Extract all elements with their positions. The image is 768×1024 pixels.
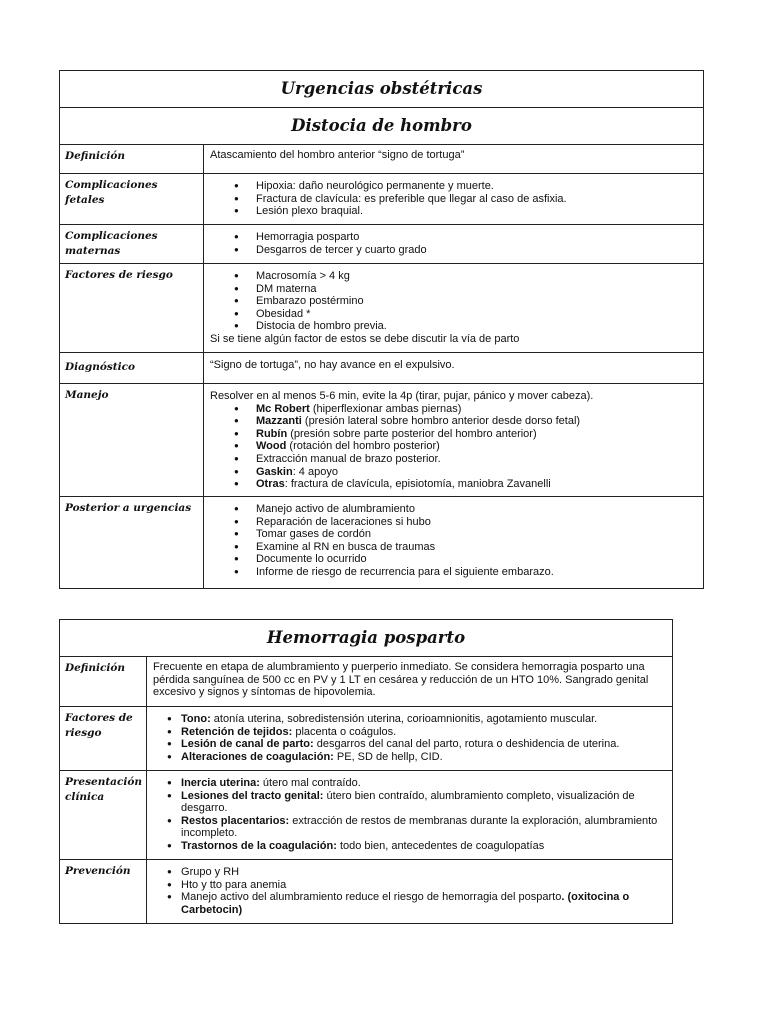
list-item: ● Fractura de clavícula: es preferible que llegar al caso de asfixia.	[210, 193, 697, 206]
factores-hpp-list	[153, 713, 666, 763]
list-item: ● Gaskin: 4 apoyo	[210, 466, 697, 479]
row-label-definicion: Definición	[60, 145, 204, 174]
list-item: ● Grupo y RH	[153, 866, 666, 879]
prevencion-list	[153, 866, 666, 916]
list-item: ● Mazzanti (presión lateral sobre hombro anterior desde dorso fetal)	[210, 415, 697, 428]
posterior-urgencias-list	[210, 503, 697, 579]
list-item: ● Manejo activo del alumbramiento reduce el riesgo de hemorragia del posparto. (oxitocina o Carbetocin)	[153, 891, 666, 916]
factores-note: Si se tiene algún factor de estos se debe discutir la vía de parto	[210, 332, 520, 345]
row-label-definicion-hpp: Definición	[60, 657, 147, 707]
list-item: ● DM materna	[210, 283, 697, 296]
row-label-prevencion: Prevención	[60, 860, 147, 924]
list-item: ● Desgarros de tercer y cuarto grado	[210, 244, 697, 257]
complicaciones-maternas-list	[210, 231, 697, 256]
distocia-table	[59, 70, 704, 589]
diagnostico-text: “Signo de tortuga”, no hay avance en el expulsivo.	[204, 353, 704, 384]
document-title: Urgencias obstétricas	[60, 71, 704, 108]
list-item: ● Rubín (presión sobre parte posterior del hombro anterior)	[210, 428, 697, 441]
list-item: ● Hemorragia posparto	[210, 231, 697, 244]
list-item: ● Examine al RN en busca de traumas	[210, 541, 697, 554]
row-label-complicaciones-maternas: Complicaciones maternas	[60, 225, 204, 264]
presentacion-list	[153, 777, 666, 853]
list-item: ● Hipoxia: daño neurológico permanente y muerte.	[210, 180, 697, 193]
list-item: ● Obesidad *	[210, 308, 697, 321]
row-label-factores-hpp: Factores de riesgo	[60, 707, 147, 771]
row-label-factores-riesgo: Factores de riesgo	[60, 264, 204, 353]
row-label-manejo: Manejo	[60, 384, 204, 497]
list-item: ● Macrosomía > 4 kg	[210, 270, 697, 283]
row-label-complicaciones-fetales: Complicaciones fetales	[60, 174, 204, 225]
list-item: ● Lesiones del tracto genital: útero bien contraído, alumbramiento completo, visualización de desgarro.	[153, 790, 666, 815]
list-item: ● Inercia uterina: útero mal contraído.	[153, 777, 666, 790]
list-item: ● Tono: atonía uterina, sobredistensión uterina, corioamnionitis, agotamiento muscular.	[153, 713, 666, 726]
list-item: ● Retención de tejidos: placenta o coágulos.	[153, 726, 666, 739]
list-item: ● Wood (rotación del hombro posterior)	[210, 440, 697, 453]
list-item: ● Mc Robert (hiperflexionar ambas piernas)	[210, 403, 697, 416]
row-label-diagnostico: Diagnóstico	[60, 353, 204, 384]
row-label-presentacion: Presentación clínica	[60, 771, 147, 860]
manejo-intro: Resolver en al menos 5-6 min, evite la 4p (tirar, pujar, pánico y mover cabeza).	[210, 390, 594, 402]
list-item: ● Documente lo ocurrido	[210, 553, 697, 566]
list-item: ● Hto y tto para anemia	[153, 879, 666, 892]
manejo-list	[210, 403, 697, 491]
list-item: ● Embarazo postérmino	[210, 295, 697, 308]
list-item: ● Reparación de laceraciones si hubo	[210, 516, 697, 529]
list-item: ● Extracción manual de brazo posterior.	[210, 453, 697, 466]
hemorragia-table	[59, 619, 673, 924]
list-item: ● Informe de riesgo de recurrencia para el siguiente embarazo.	[210, 566, 697, 579]
list-item: ● Trastornos de la coagulación: todo bien, antecedentes de coagulopatías	[153, 840, 666, 853]
section-title-distocia: Distocia de hombro	[60, 108, 704, 145]
list-item: ● Manejo activo de alumbramiento	[210, 503, 697, 516]
list-item: ● Tomar gases de cordón	[210, 528, 697, 541]
definicion-hpp-text: Frecuente en etapa de alumbramiento y puerperio inmediato. Se considera hemorragia posparto una pérdida sanguínea de 500 cc en PV y 1 LT en cesárea y reducción de un HTO 10%. Sangrado genital excesivo y signos y síntomas de hipovolemia.	[147, 657, 673, 707]
section-title-hemorragia: Hemorragia posparto	[60, 620, 673, 657]
factores-riesgo-list	[210, 270, 697, 333]
row-label-posterior-urgencias: Posterior a urgencias	[60, 497, 204, 589]
list-item: ● Alteraciones de coagulación: PE, SD de hellp, CID.	[153, 751, 666, 764]
complicaciones-fetales-list	[210, 180, 697, 218]
definicion-text: Atascamiento del hombro anterior “signo de tortuga”	[204, 145, 704, 174]
list-item: ● Lesión plexo braquial.	[210, 205, 697, 218]
list-item: ● Otras: fractura de clavícula, episiotomía, maniobra Zavanelli	[210, 478, 697, 491]
list-item: ● Distocia de hombro previa.	[210, 320, 697, 333]
list-item: ● Lesión de canal de parto: desgarros del canal del parto, rotura o deshidencia de uterina.	[153, 738, 666, 751]
list-item: ● Restos placentarios: extracción de restos de membranas durante la exploración, alumbramiento incompleto.	[153, 815, 666, 840]
